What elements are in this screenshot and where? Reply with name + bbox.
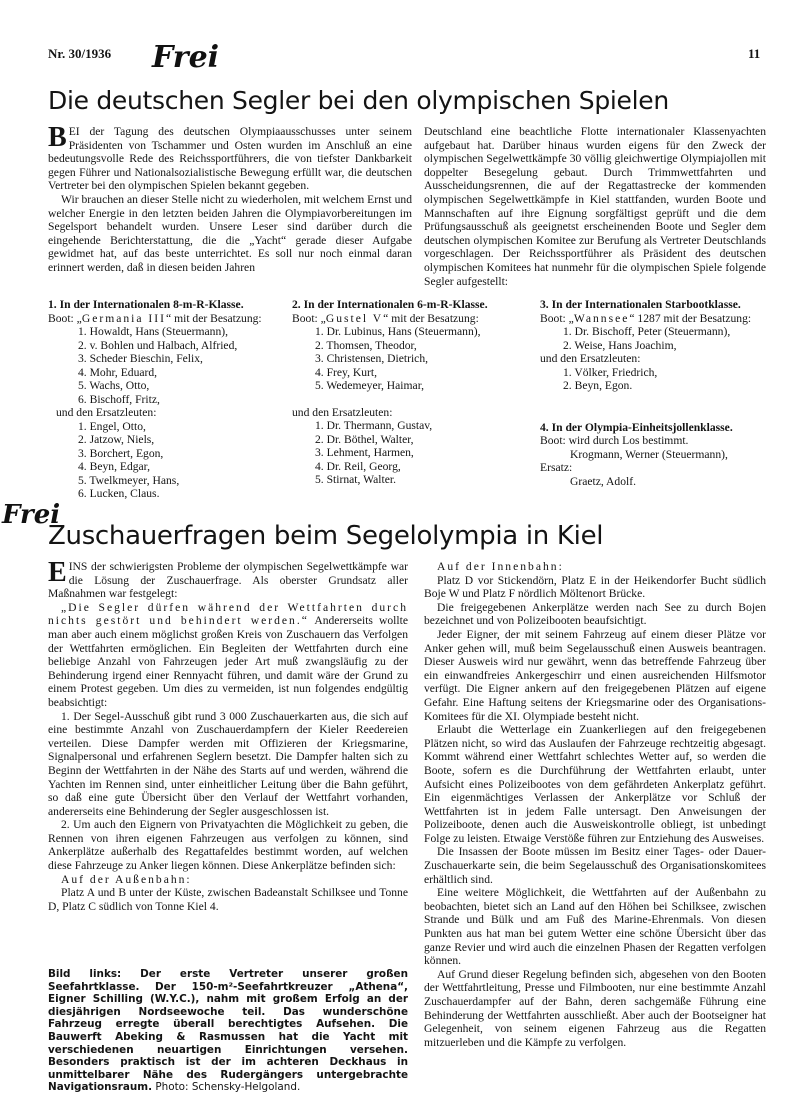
article2-col1-p2: Andererseits wollte man aber auch einem möglichst großen Kreis von Zuschauern das Verfolgen der Wettfahrten ermöglichen. Ein Begleiten der Wettfahrten durch eine beliebige Anzahl von Fahrzeugen jeder Art muß zwangsläufig zu der Behinderung irgend einer Rennyacht führen, und damit wäre der Grund zu einem Protest gegeben. Um dies zu vermeiden, ist nun folgendes endgültig beabsichtigt: bbox=[48, 614, 408, 709]
article1-col1-p1: EI der Tagung des deutschen Olympiaausschusses unter seinem Präsidenten von Tschammer und Osten wurden im Anschluß an eine bedeutungsvolle Rede des Reichssportführers, die von tiefster Dankbarkeit gegen Führer und Nationalsozialistische Bewegung erfüllt war, die deutschen Vertreter bei den olympischen Spielen bekannt gegeben. bbox=[48, 125, 412, 193]
list-item: 2. Beyn, Egon. bbox=[563, 379, 633, 392]
article1-col1 bbox=[48, 122, 412, 275]
article2-col1 bbox=[48, 557, 408, 913]
crew-star bbox=[540, 298, 768, 488]
crew-olympia-reserve-label: Ersatz: bbox=[540, 461, 573, 474]
article2-innenbahn-label: Auf der Innenbahn: bbox=[437, 560, 564, 573]
list-item: 6. Bischoff, Fritz, bbox=[78, 392, 160, 406]
crew-6m-boat-name: Gustel V bbox=[325, 311, 384, 325]
handwritten-mark-left: Frei bbox=[2, 500, 61, 530]
list-item: 6. Lucken, Claus. bbox=[78, 487, 160, 500]
list-item: 1. Dr. Bischoff, Peter (Steuermann), bbox=[563, 325, 731, 338]
list-item: 5. Twelkmeyer, Hans, bbox=[78, 473, 180, 487]
crew-olympia-helm: Krogmann, Werner (Steuermann), bbox=[570, 447, 728, 461]
article2-col2-p2: Die freigegebenen Ankerplätze werden nach See zu durch Bojen bezeichnet und von Polizeibooten beaufsichtigt. bbox=[424, 600, 766, 628]
crew-8m-boat-name: Germania III bbox=[81, 311, 167, 325]
crew-star-heading: 3. In der Internationalen Starbootklasse. bbox=[540, 298, 741, 311]
crew-6m-boat: Boot: „Gustel V“ mit der Besatzung: bbox=[292, 311, 479, 325]
list-item: 4. Mohr, Eduard, bbox=[78, 365, 158, 379]
article2-col2-p7: Auf Grund dieser Regelung befinden sich, abgesehen von den Booten der Wettfahrtleitung, Presse und Filmbooten, nur eine bestimmte Anzahl Zuschauerdampfer auf der Bahn, deren sachgemäße Führung eine Behinderung der Wettfahrten ausschließt. Aber auch der Bootseigner hat Gelegenheit, von seinem eigenen Fahrzeug aus die Regatten mitzuerleben und die Kämpfe zu verfolgen. bbox=[424, 967, 766, 1049]
article2-col1-p4: 2. Um auch den Eignern von Privatyachten die Möglichkeit zu geben, die Rennen von ihren eigenen Fahrzeugen aus verfolgen zu können, sind Ankerplätze außerhalb des Regattafeldes bestimmt worden, auf welchen diese Fahrzeuge zu Anker liegen können. Diese Ankerplätze befinden sich: bbox=[48, 818, 408, 873]
article2-col2-p6: Eine weitere Möglichkeit, die Wettfahrten auf der Außenbahn zu beobachten, bietet sich an Land auf den Höhen bei Schilksee, zwischen Strande und Bülk und am Fuß des Marine-Ehrenmals. Von diesen Punkten aus hat man bei gutem Wetter eine schöne Übersicht über das ganze Revier und wird auch die einzelnen Phasen der Regatten verfolgen können. bbox=[424, 886, 766, 968]
list-item: 5. Stirnat, Walter. bbox=[315, 473, 396, 486]
list-item: 1. Dr. Thermann, Gustav, bbox=[315, 419, 433, 432]
list-item: 4. Dr. Reil, Georg, bbox=[315, 459, 401, 473]
list-item: 5. Wachs, Otto, bbox=[78, 379, 150, 392]
list-item: 4. Frey, Kurt, bbox=[315, 365, 378, 379]
article1-col2 bbox=[424, 125, 766, 288]
article2-dropcap: E bbox=[48, 557, 67, 588]
crew-6m-reserves-label: und den Ersatzleuten: bbox=[292, 405, 393, 419]
crew-olympia-heading: 4. In der Olympia-Einheitsjollenklasse. bbox=[540, 420, 733, 434]
list-item: 2. Weise, Hans Joachim, bbox=[563, 338, 677, 352]
article2-aussenbahn-label: Auf der Außenbahn: bbox=[61, 872, 192, 886]
article1-col1-p2: Wir brauchen an dieser Stelle nicht zu wiederholen, mit welchem Ernst und welcher Energie in den letzten beiden Jahren die Olympiavorbereitungen im Segelsport behandelt wurden. Unsere Leser sind darüber durch die eingehende Berichterstattung, die die „Yacht“ gerade dieser Aufgabe gewidmet hat, auf das beste unterrichtet. Es soll nur noch einmal daran erinnert werden, daß in diesen beiden Jahren bbox=[48, 192, 412, 274]
list-item: 2. Thomsen, Theodor, bbox=[315, 338, 417, 352]
article2-col2-p5: Die Insassen der Boote müssen im Besitz einer Tages- oder Dauer-Zuschauerkarte sein, die beim Segelausschuß des Organisationskomitees erhältlich sind. bbox=[424, 845, 766, 886]
list-item: 3. Scheder Bieschin, Felix, bbox=[78, 352, 203, 365]
list-item: 1. Dr. Lubinus, Hans (Steuermann), bbox=[315, 325, 481, 338]
article1-col2-p1: Deutschland eine beachtliche Flotte internationaler Klassenyachten aufgebaut hat. Darüber hinaus wurden eigens für den Zweck der olympischen Segelwettkämpfe 30 völlig gleichwertige Olympiajollen mit doppelter Besegelung gebaut. Durch Trimmwettfahrten und Ausscheidungsrennen, die auf der Regattastrecke der kommenden olympischen Segelwettkämpfe in Kiel stattfanden, wurden Boote und Mannschaften auf ihre Eignung sorgfältigst geprüft und die dem Prüfungsausschuß als geeignetst erscheinenden Boote und Segler dem deutschen olympischen Komitee zur Berufung als Vertreter Deutschlands vorgeschlagen. Der Reichssportführer als Präsident des deutschen olympischen Komitees hat nunmehr für die olympischen Spiele folgende Segler aufgestellt: bbox=[424, 125, 766, 288]
article2-col1-p1: INS der schwierigsten Probleme der olympischen Segelwettkämpfe war die Lösung der Zuschauerfrage. Als oberster Grundsatz aller Maßnahmen war festgelegt: bbox=[48, 560, 408, 601]
article2-col1-p5: Platz A und B unter der Küste, zwischen Badeanstalt Schilksee und Tonne D, Platz C südlich von Tonne Kiel 4. bbox=[48, 886, 408, 913]
article2-col2-p4: Erlaubt die Wetterlage ein Zuankerliegen auf den freigegebenen Plätzen nicht, so wird das Auslaufen der Fahrzeuge rechtzeitig abgesagt. Kommt während einer Wettfahrt schlechtes Wetter auf, so werden die Boote, sofern es die Durchführung der Wettfahrten erlaubt, unter Aufsicht eines Polizeibootes von dem gefährdeten Ankerplatz geführt. Ein eigenmächtiges Verlassen der Ankerplätze vor Schluß der Wettfahrten ist in jedem Falle untersagt. Den Anweisungen der Polizeiboote, denen auch die Ausweiskontrolle obliegt, ist unbedingt Folge zu leisten. Etwaige Verstöße führen zur Entziehung des Ausweises. bbox=[424, 723, 766, 845]
caption-text: Der 150-m²-Seefahrtkreuzer „Athena“, Eigner Schilling (W.Y.C.), nahm mit großem Erfolg an der diesjährigen Nordseewoche teil. Das wunderschöne Fahrzeug erregte überall berechtigtes Aufsehen. Die Bauwerft Abeking & Rasmussen hat die Yacht mit verschiedenen neuartigen Einrichtungen versehen. Besonders praktisch ist der im achteren Deckhaus in unmittelbarer Nähe des Rudergängers untergebrachte Navigationsraum. bbox=[48, 980, 408, 1094]
photo-caption bbox=[48, 968, 408, 1094]
crew-star-boat: Boot: „Wannsee“ 1287 mit der Besatzung: bbox=[540, 311, 752, 325]
article2-col1-p3: 1. Der Segel-Ausschuß gibt rund 3 000 Zuschauerkarten aus, die sich auf eine bestimmte Anzahl von Zuschauerdampfern der Kieler Reedereien verteilen. Diese Dampfer werden mit Offizieren der Kriegsmarine, Signalpersonal und erfahrenen Seglern besetzt. Die Dampfer halten sich zu Beginn der Wettfahrten in der Nähe des Starts auf und werden, während die Yachten im Rennen sind, unter einheitlicher Leitung über die Bahn geführt, so daß eine gute Übersicht über den Verlauf der Wettfahrt vorhanden, andererseits eine Behinderung der Segler ausgeschlossen ist. bbox=[48, 709, 408, 818]
article1-title: Die deutschen Segler bei den olympischen Spielen bbox=[48, 86, 669, 115]
list-item: 5. Wedemeyer, Haimar, bbox=[315, 379, 424, 392]
list-item: 3. Lehment, Harmen, bbox=[315, 446, 414, 459]
article2-title: Zuschauerfragen beim Segelolympia in Kiel bbox=[48, 521, 604, 551]
handwritten-mark-top: Frei bbox=[152, 40, 220, 75]
caption-credit: Photo: Schensky-Helgoland. bbox=[155, 1081, 301, 1094]
article1-dropcap: B bbox=[48, 122, 67, 153]
list-item: 3. Borchert, Egon, bbox=[78, 446, 164, 460]
list-item: 4. Beyn, Edgar, bbox=[78, 460, 150, 473]
list-item: 2. v. Bohlen und Halbach, Alfried, bbox=[78, 338, 238, 352]
crew-6m bbox=[292, 298, 528, 487]
crew-8m-boat: Boot: „Germania III“ mit der Besatzung: bbox=[48, 311, 262, 325]
crew-8m-reserves-label: und den Ersatzleuten: bbox=[56, 406, 157, 419]
crew-8m-heading: 1. In der Internationalen 8-m-R-Klasse. bbox=[48, 298, 244, 311]
list-item: 2. Jatzow, Niels, bbox=[78, 433, 155, 446]
issue-number: Nr. 30/1936 bbox=[48, 46, 112, 61]
crew-star-boat-name: Wannsee bbox=[573, 311, 630, 325]
crew-star-reserves-label: und den Ersatzleuten: bbox=[540, 352, 641, 365]
list-item: 3. Christensen, Dietrich, bbox=[315, 352, 429, 365]
list-item: 1. Engel, Otto, bbox=[78, 419, 146, 433]
caption-lead: Bild links: Der erste Vertreter unserer großen Seefahrtklasse. bbox=[48, 968, 408, 993]
crew-olympia-reserve: Graetz, Adolf. bbox=[570, 474, 636, 488]
page-number: 11 bbox=[748, 46, 761, 61]
article2-col2-p1: Platz D vor Stickendörn, Platz E in der Heikendorfer Bucht südlich Boje W und Platz F nördlich Möltenort Brücke. bbox=[424, 573, 766, 601]
article2-col2 bbox=[424, 560, 766, 1049]
list-item: 2. Dr. Böthel, Walter, bbox=[315, 432, 414, 446]
crew-6m-heading: 2. In der Internationalen 6-m-R-Klasse. bbox=[292, 298, 488, 311]
list-item: 1. Völker, Friedrich, bbox=[563, 365, 658, 379]
crew-8m bbox=[48, 298, 286, 501]
list-item: 1. Howaldt, Hans (Steuermann), bbox=[78, 325, 229, 338]
article2-quote: „Die Segler dürfen während der Wettfahrten durch nichts gestört und behindert werden.“ bbox=[48, 600, 408, 628]
article2-col2-p3: Jeder Eigner, der mit seinem Fahrzeug auf einem dieser Plätze vor Anker gehen will, muß beim Segelausschuß einen Ausweis beantragen. Dieser Ausweis wird nur gewährt, wenn das betreffende Fahrzeug über ein einwandfreies Ankergeschirr und einen ausreichenden Hilfsmotor verfügt. Die Eigner ankern auf den freigegebenen Plätzen auf eigene Gefahr. Eine Haftung seitens der Kriegsmarine oder des Organisations-Komitees für die XI. Olympiade besteht nicht. bbox=[424, 627, 766, 723]
crew-olympia-boat: Boot: wird durch Los bestimmt. bbox=[540, 434, 689, 447]
